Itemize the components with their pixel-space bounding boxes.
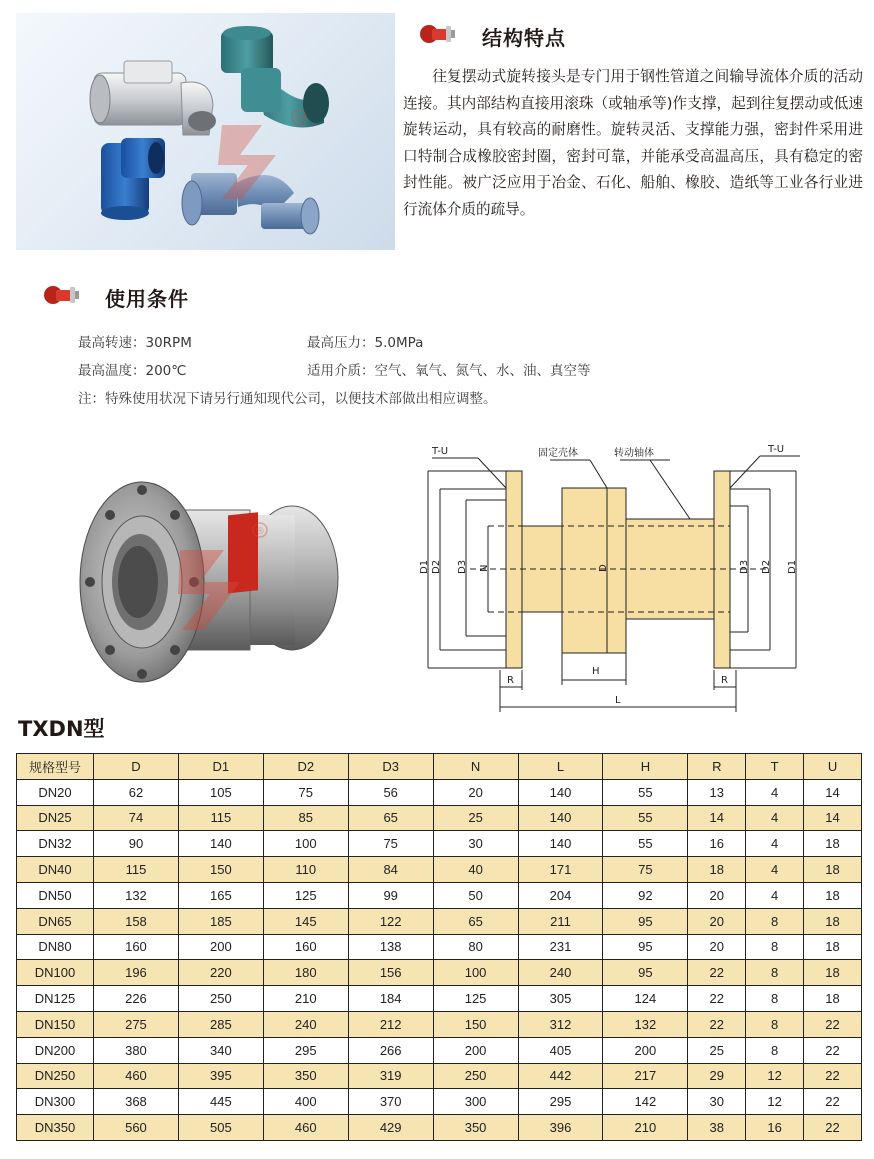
spec-value-cell: 4 (746, 779, 804, 805)
spec-value-cell: 20 (688, 882, 746, 908)
label-d1-left: D1 (419, 559, 430, 574)
spec-value-cell: 405 (518, 1037, 603, 1063)
spec-model-cell: DN25 (17, 805, 94, 831)
spec-value-cell: 150 (178, 857, 263, 883)
spec-value-cell: 312 (518, 1011, 603, 1037)
spec-model-cell: DN32 (17, 831, 94, 857)
spec-value-cell: 55 (603, 831, 688, 857)
table-row (17, 960, 862, 986)
table-row (17, 1089, 862, 1115)
table-row (17, 779, 862, 805)
spec-value-cell: 396 (518, 1115, 603, 1141)
max-pressure: 最高压力：5.0MPa (307, 335, 424, 351)
spec-value-cell: 29 (688, 1063, 746, 1089)
swivel-joint-icon (42, 282, 80, 308)
spec-value-cell: 20 (433, 779, 518, 805)
spec-value-cell: 160 (263, 934, 348, 960)
flanged-swivel-joint-photo (70, 470, 350, 690)
table-row (17, 1063, 862, 1089)
table-row (17, 882, 862, 908)
spec-value-cell: 220 (178, 960, 263, 986)
spec-value-cell: 90 (94, 831, 179, 857)
svg-text:®: ® (294, 113, 304, 124)
section-structure-title: 结构特点 (482, 26, 566, 50)
spec-value-cell: 400 (263, 1089, 348, 1115)
table-row (17, 908, 862, 934)
header-cell: H (603, 754, 688, 780)
spec-value-cell: 160 (94, 934, 179, 960)
label-d3-left: D3 (457, 559, 468, 574)
label-d2-left: D2 (431, 559, 442, 574)
spec-value-cell: 196 (94, 960, 179, 986)
spec-value-cell: 8 (746, 1037, 804, 1063)
spec-value-cell: 25 (433, 805, 518, 831)
spec-value-cell: 22 (804, 1063, 862, 1089)
spec-value-cell: 171 (518, 857, 603, 883)
spec-value-cell: 185 (178, 908, 263, 934)
spec-value-cell: 442 (518, 1063, 603, 1089)
spec-value-cell: 38 (688, 1115, 746, 1141)
spec-value-cell: 150 (433, 1011, 518, 1037)
swivel-joints-photo (16, 13, 395, 250)
spec-value-cell: 75 (263, 779, 348, 805)
spec-value-cell: 16 (746, 1115, 804, 1141)
spec-value-cell: 14 (804, 779, 862, 805)
header-cell: N (433, 754, 518, 780)
spec-value-cell: 8 (746, 960, 804, 986)
spec-value-cell: 295 (518, 1089, 603, 1115)
spec-value-cell: 8 (746, 934, 804, 960)
spec-value-cell: 275 (94, 1011, 179, 1037)
spec-value-cell: 140 (178, 831, 263, 857)
spec-value-cell: 20 (688, 934, 746, 960)
spec-model-cell: DN65 (17, 908, 94, 934)
label-fixed-shell: 固定壳体 (538, 448, 578, 459)
spec-table (16, 753, 862, 1141)
spec-value-cell: 55 (603, 779, 688, 805)
spec-value-cell: 95 (603, 960, 688, 986)
spec-value-cell: 13 (688, 779, 746, 805)
spec-value-cell: 4 (746, 831, 804, 857)
spec-value-cell: 226 (94, 986, 179, 1012)
spec-value-cell: 95 (603, 908, 688, 934)
spec-value-cell: 184 (348, 986, 433, 1012)
spec-value-cell: 22 (804, 1011, 862, 1037)
spec-value-cell: 4 (746, 882, 804, 908)
spec-value-cell: 16 (688, 831, 746, 857)
spec-value-cell: 231 (518, 934, 603, 960)
table-row (17, 986, 862, 1012)
label-r-right: R (721, 675, 728, 686)
spec-value-cell: 210 (603, 1115, 688, 1141)
table-header-row (17, 754, 862, 780)
spec-value-cell: 22 (688, 986, 746, 1012)
label-tu-left: T-U (432, 446, 449, 457)
spec-value-cell: 124 (603, 986, 688, 1012)
spec-value-cell: 8 (746, 1011, 804, 1037)
spec-value-cell: 22 (688, 1011, 746, 1037)
spec-value-cell: 18 (804, 986, 862, 1012)
header-cell: 规格型号 (17, 754, 94, 780)
spec-value-cell: 140 (518, 779, 603, 805)
spec-value-cell: 99 (348, 882, 433, 908)
spec-value-cell: 105 (178, 779, 263, 805)
spec-value-cell: 74 (94, 805, 179, 831)
spec-value-cell: 505 (178, 1115, 263, 1141)
header-cell: R (688, 754, 746, 780)
spec-value-cell: 460 (94, 1063, 179, 1089)
spec-value-cell: 18 (688, 857, 746, 883)
spec-value-cell: 110 (263, 857, 348, 883)
spec-value-cell: 18 (804, 857, 862, 883)
spec-value-cell: 445 (178, 1089, 263, 1115)
spec-model-cell: DN200 (17, 1037, 94, 1063)
spec-value-cell: 100 (263, 831, 348, 857)
spec-value-cell: 18 (804, 831, 862, 857)
spec-value-cell: 95 (603, 934, 688, 960)
spec-value-cell: 240 (263, 1011, 348, 1037)
spec-value-cell: 132 (94, 882, 179, 908)
label-n: N (479, 564, 490, 572)
spec-value-cell: 4 (746, 805, 804, 831)
spec-value-cell: 75 (603, 857, 688, 883)
spec-value-cell: 22 (688, 960, 746, 986)
spec-value-cell: 30 (433, 831, 518, 857)
spec-value-cell: 200 (603, 1037, 688, 1063)
spec-model-cell: DN150 (17, 1011, 94, 1037)
spec-value-cell: 300 (433, 1089, 518, 1115)
spec-value-cell: 250 (178, 986, 263, 1012)
spec-value-cell: 210 (263, 986, 348, 1012)
spec-value-cell: 165 (178, 882, 263, 908)
spec-value-cell: 380 (94, 1037, 179, 1063)
spec-value-cell: 142 (603, 1089, 688, 1115)
header-cell: D3 (348, 754, 433, 780)
spec-model-cell: DN350 (17, 1115, 94, 1141)
spec-value-cell: 156 (348, 960, 433, 986)
spec-value-cell: 319 (348, 1063, 433, 1089)
spec-value-cell: 8 (746, 908, 804, 934)
applicable-media: 适用介质：空气、氧气、氮气、水、油、真空等 (307, 363, 591, 379)
spec-model-cell: DN50 (17, 882, 94, 908)
spec-value-cell: 92 (603, 882, 688, 908)
spec-value-cell: 22 (804, 1037, 862, 1063)
spec-value-cell: 240 (518, 960, 603, 986)
fixed-shell (562, 488, 626, 653)
spec-value-cell: 40 (433, 857, 518, 883)
spec-model-cell: DN40 (17, 857, 94, 883)
dimension-diagram (410, 440, 850, 715)
spec-value-cell: 22 (804, 1089, 862, 1115)
spec-value-cell: 55 (603, 805, 688, 831)
spec-value-cell: 12 (746, 1089, 804, 1115)
spec-value-cell: 560 (94, 1115, 179, 1141)
spec-value-cell: 22 (804, 1115, 862, 1141)
spec-value-cell: 250 (433, 1063, 518, 1089)
spec-model-cell: DN300 (17, 1089, 94, 1115)
table-row (17, 1011, 862, 1037)
label-rotating-shaft: 转动轴体 (614, 448, 654, 459)
header-cell: L (518, 754, 603, 780)
label-d3-right: D3 (739, 559, 750, 574)
table-row (17, 934, 862, 960)
spec-model-cell: DN20 (17, 779, 94, 805)
spec-value-cell: 30 (688, 1089, 746, 1115)
spec-model-cell: DN125 (17, 986, 94, 1012)
spec-value-cell: 460 (263, 1115, 348, 1141)
spec-value-cell: 295 (263, 1037, 348, 1063)
spec-value-cell: 62 (94, 779, 179, 805)
label-r-left: R (507, 675, 514, 686)
svg-text:®: ® (255, 526, 265, 537)
spec-value-cell: 12 (746, 1063, 804, 1089)
header-cell: D2 (263, 754, 348, 780)
spec-value-cell: 125 (433, 986, 518, 1012)
table-row (17, 1115, 862, 1141)
spec-value-cell: 370 (348, 1089, 433, 1115)
table-row (17, 857, 862, 883)
spec-value-cell: 132 (603, 1011, 688, 1037)
spec-model-cell: DN80 (17, 934, 94, 960)
spec-value-cell: 14 (804, 805, 862, 831)
spec-value-cell: 368 (94, 1089, 179, 1115)
structure-description: 往复摆动式旋转接头是专门用于钢性管道之间输导流体介质的活动连接。其内部结构直接用滚珠（或轴承等)作支撑，起到往复摆动或低速旋转运动，具有较高的耐磨性。旋转灵活、支撑能力强，密封件采用进口特制合成橡胶密封圈，密封可靠，并能承受高温高压，具有稳定的密封性能。被广泛应用于冶金、石化、船舶、橡胶、造纸等工业各行业进行流体介质的疏导。 (403, 68, 863, 218)
spec-value-cell: 75 (348, 831, 433, 857)
spec-value-cell: 65 (348, 805, 433, 831)
swivel-joint-icon (418, 21, 456, 47)
spec-model-cell: DN100 (17, 960, 94, 986)
header-cell: U (804, 754, 862, 780)
table-row (17, 831, 862, 857)
spec-value-cell: 56 (348, 779, 433, 805)
spec-value-cell: 200 (433, 1037, 518, 1063)
spec-value-cell: 285 (178, 1011, 263, 1037)
model-title: TXDN型 (18, 717, 105, 741)
spec-value-cell: 18 (804, 934, 862, 960)
spec-value-cell: 20 (688, 908, 746, 934)
spec-value-cell: 50 (433, 882, 518, 908)
product-photo-panel (16, 13, 395, 250)
spec-value-cell: 350 (433, 1115, 518, 1141)
spec-value-cell: 180 (263, 960, 348, 986)
section-conditions-title: 使用条件 (105, 287, 189, 311)
spec-value-cell: 145 (263, 908, 348, 934)
spec-value-cell: 217 (603, 1063, 688, 1089)
spec-value-cell: 80 (433, 934, 518, 960)
spec-value-cell: 350 (263, 1063, 348, 1089)
spec-value-cell: 14 (688, 805, 746, 831)
max-temperature: 最高温度：200℃ (78, 363, 187, 379)
header-cell: D1 (178, 754, 263, 780)
spec-value-cell: 429 (348, 1115, 433, 1141)
spec-value-cell: 115 (94, 857, 179, 883)
max-speed: 最高转速：30RPM (78, 335, 192, 351)
spec-value-cell: 140 (518, 831, 603, 857)
spec-value-cell: 200 (178, 934, 263, 960)
spec-value-cell: 122 (348, 908, 433, 934)
spec-value-cell: 8 (746, 986, 804, 1012)
spec-value-cell: 115 (178, 805, 263, 831)
label-l: L (615, 695, 621, 706)
spec-value-cell: 25 (688, 1037, 746, 1063)
usage-note: 注：特殊使用状况下请另行通知现代公司，以便技术部做出相应调整。 (78, 391, 497, 407)
spec-value-cell: 140 (518, 805, 603, 831)
label-tu-right: T-U (768, 444, 785, 455)
table-row (17, 1037, 862, 1063)
spec-value-cell: 266 (348, 1037, 433, 1063)
label-d: D (598, 564, 609, 572)
header-cell: D (94, 754, 179, 780)
spec-value-cell: 18 (804, 882, 862, 908)
label-h: H (592, 666, 600, 677)
label-d1-right: D1 (787, 559, 798, 574)
spec-value-cell: 85 (263, 805, 348, 831)
spec-value-cell: 204 (518, 882, 603, 908)
spec-value-cell: 138 (348, 934, 433, 960)
spec-value-cell: 340 (178, 1037, 263, 1063)
spec-value-cell: 158 (94, 908, 179, 934)
spec-value-cell: 4 (746, 857, 804, 883)
spec-value-cell: 395 (178, 1063, 263, 1089)
spec-value-cell: 125 (263, 882, 348, 908)
spec-value-cell: 65 (433, 908, 518, 934)
label-d2-right: D2 (761, 559, 772, 574)
spec-value-cell: 212 (348, 1011, 433, 1037)
spec-value-cell: 211 (518, 908, 603, 934)
spec-value-cell: 84 (348, 857, 433, 883)
spec-value-cell: 18 (804, 908, 862, 934)
spec-value-cell: 305 (518, 986, 603, 1012)
header-cell: T (746, 754, 804, 780)
spec-value-cell: 100 (433, 960, 518, 986)
table-row (17, 805, 862, 831)
spec-model-cell: DN250 (17, 1063, 94, 1089)
spec-value-cell: 18 (804, 960, 862, 986)
